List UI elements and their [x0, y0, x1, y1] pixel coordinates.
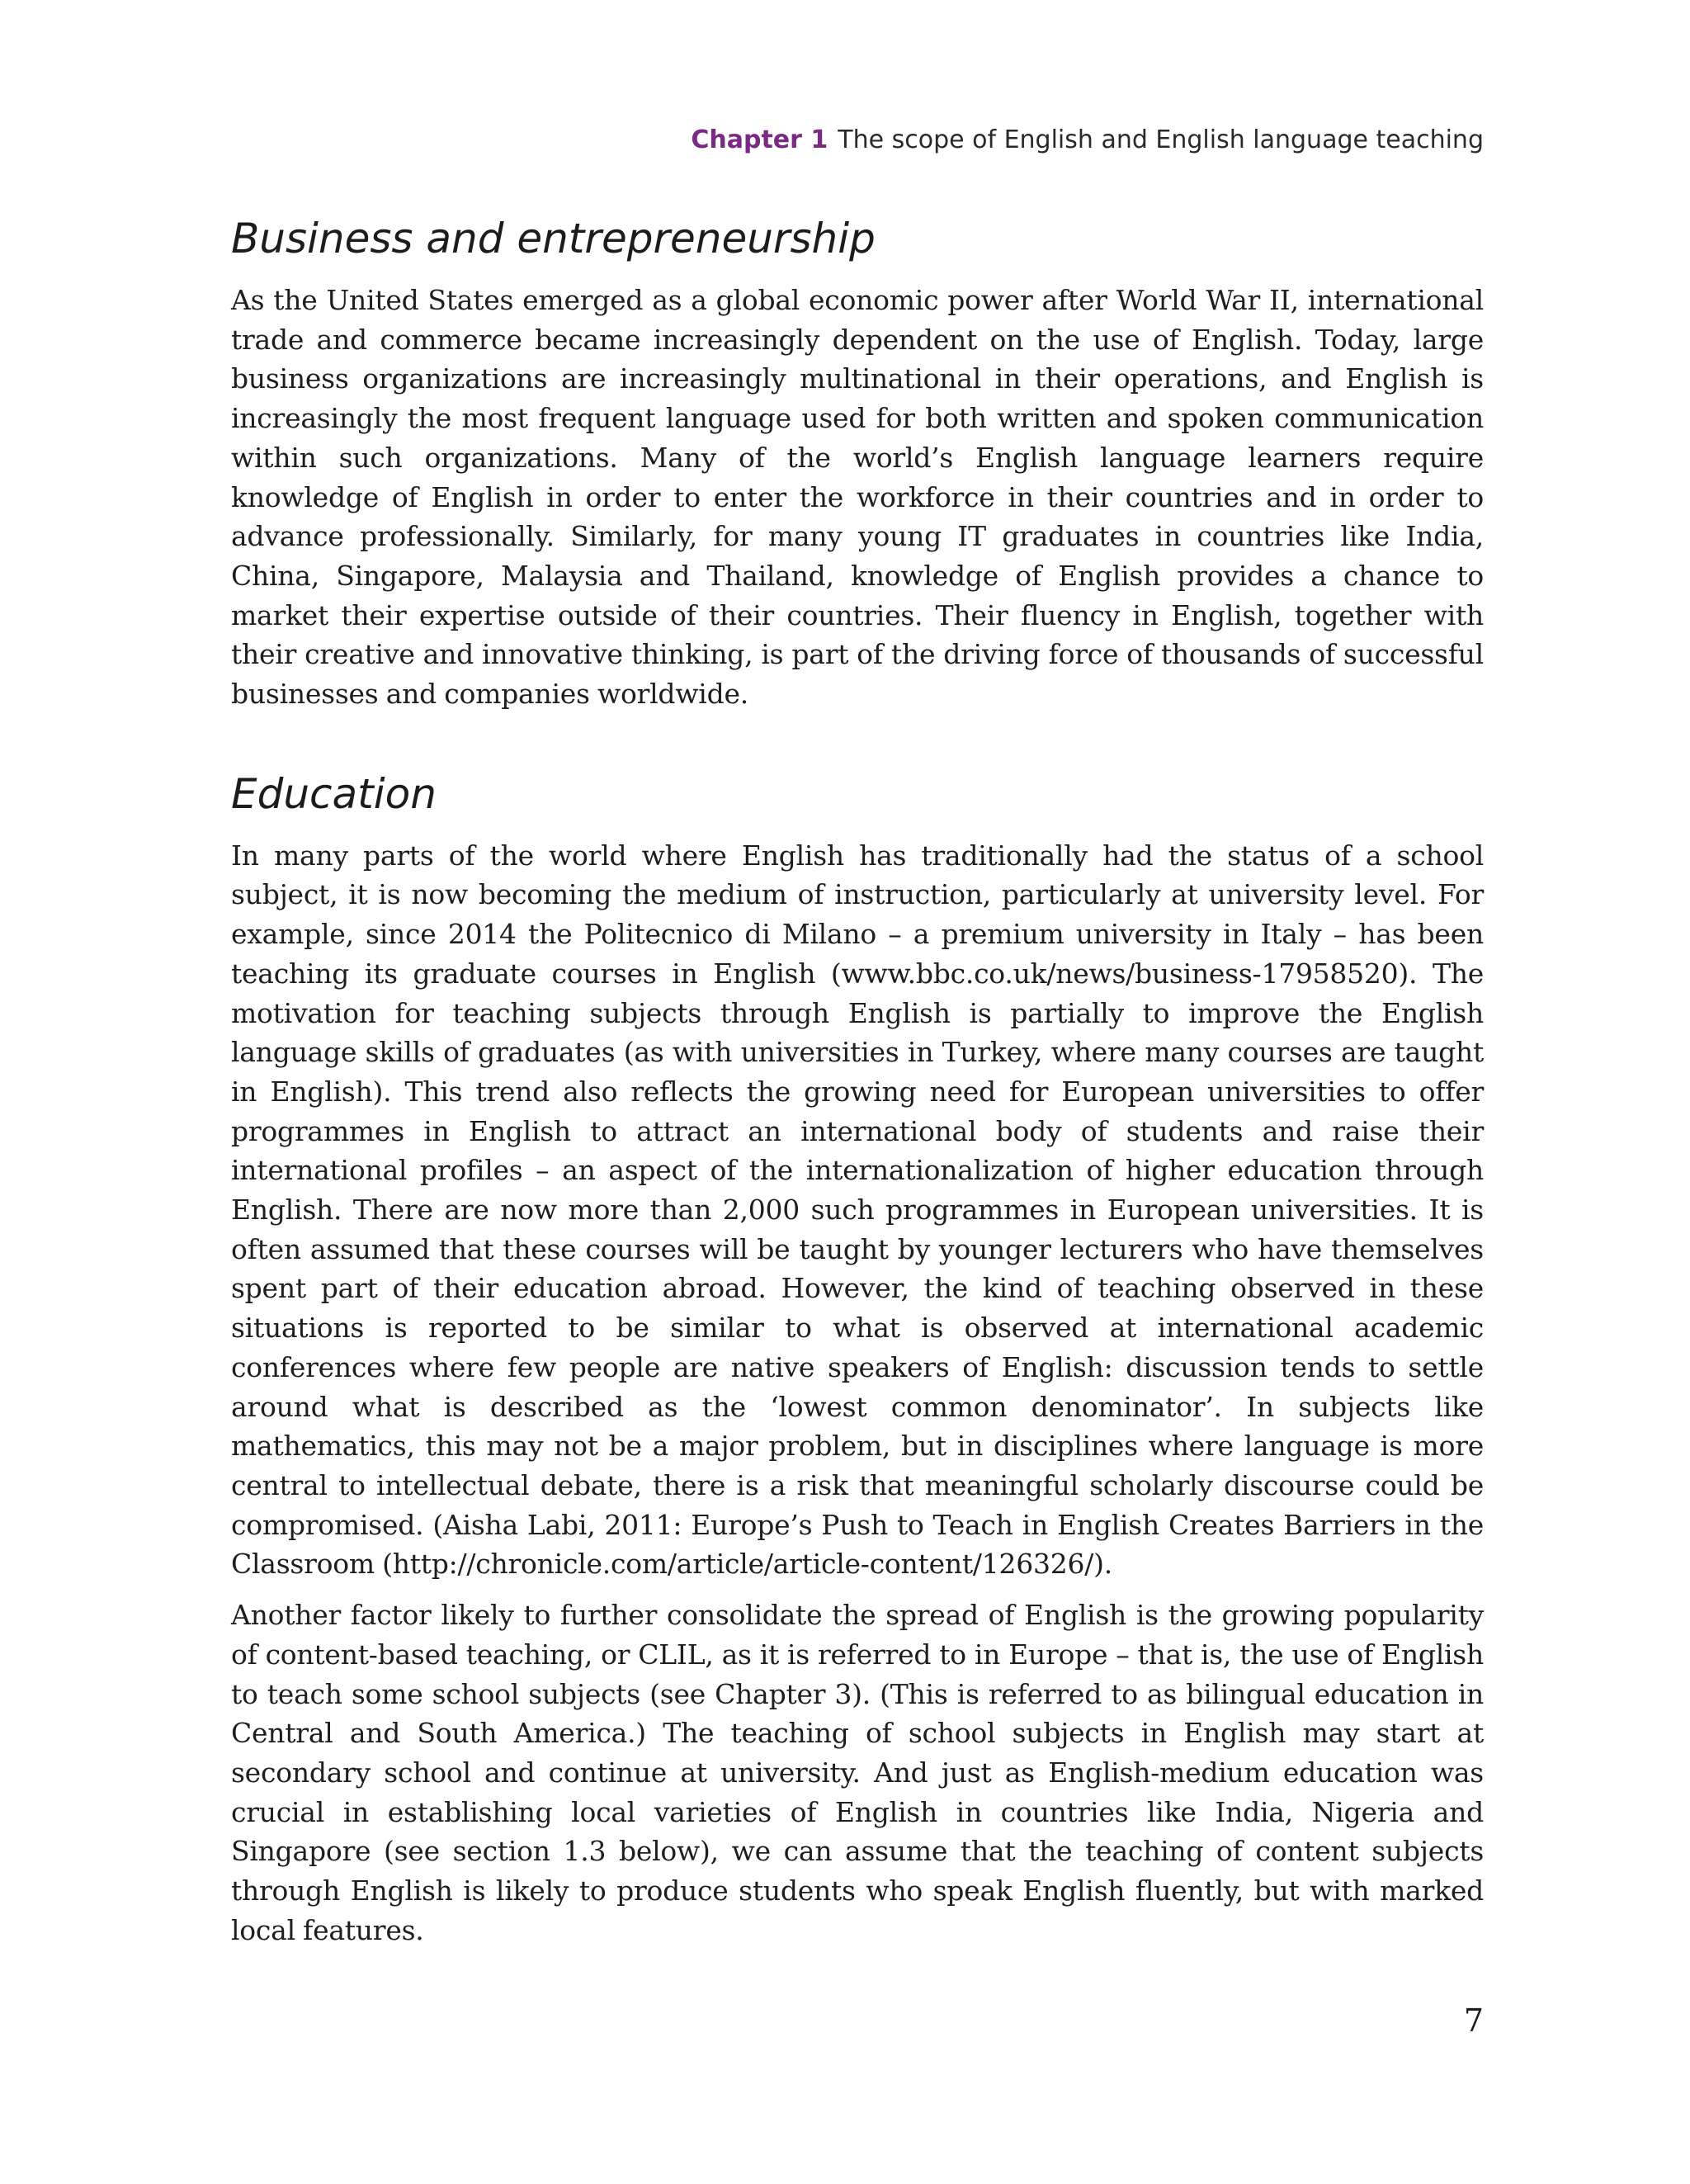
page-body: [231, 210, 1484, 1961]
paragraph-business: As the United States emerged as a global economic power after World War II, international trade and commerce became increasingly dependent on the use of English. Today, large business organizations are increasingly multinational in their operations, and English is increasingly the most frequent language used for both written and spoken communication within such organizations. Many of the world’s English language learners require knowledge of English in order to enter the workforce in their countries and in order to advance professionally. Similarly, for many young IT graduates in countries like India, China, Singapore, Malaysia and Thailand, knowledge of English provides a chance to market their expertise outside of their countries. Their fluency in English, together with their creative and innovative thinking, is part of the driving force of thousands of successful businesses and companies worldwide.: [231, 284, 1484, 711]
paragraph-education-1: In many parts of the world where English has traditionally had the status of a school subject, it is now becoming the medium of instruction, particularly at university level. For example, since 2014 the Politecnico di Milano – a premium university in Italy – has been teaching its graduate courses in English (www.bbc.co.uk/news/business-17958520). The motivation for teaching subjects through English is partially to improve the English language skills of graduates (as with universities in Turkey, where many courses are taught in English). This trend also reflects the growing need for European universities to offer programmes in English to attract an international body of students and raise their international profiles – an aspect of the internationalization of higher education through English. There are now more than 2,000 such programmes in European universities. It is often assumed that these courses will be taught by younger lecturers who have themselves spent part of their education abroad. However, the kind of teaching observed in these situations is reported to be similar to what is observed at international academic conferences where few people are native speakers of English: discussion tends to settle around what is described as the ‘lowest common denominator’. In subjects like mathematics, this may not be a major problem, but in disciplines where language is more central to intellectual debate, there is a risk that meaningful scholarly discourse could be compromised. (Aisha Labi, 2011: Europe’s Push to Teach in English Creates Barriers in the Classroom (http://chronicle.com/article/article-content/126326/).: [231, 839, 1484, 1581]
section-heading-education: Education: [231, 769, 437, 818]
page-number: 7: [1463, 2002, 1484, 2039]
running-head: [231, 125, 1484, 154]
paragraph-education-2: Another factor likely to further consolidate the spread of English is the growing popularity of content-based teaching, or CLIL, as it is referred to in Europe – that is, the use of English to teach some school subjects (see Chapter 3). (This is referred to as bilingual education in Central and South America.) The teaching of school subjects in English may start at secondary school and continue at university. And just as English-medium education was crucial in establishing local varieties of English in countries like India, Nigeria and Singapore (see section 1.3 below), we can assume that the teaching of content subjects through English is likely to produce students who speak English fluently, but with marked local features.: [231, 1599, 1484, 1946]
chapter-title: The scope of English and English language teaching: [838, 125, 1484, 154]
section-heading-business: Business and entrepreneurship: [231, 215, 876, 262]
chapter-label: Chapter 1: [691, 125, 828, 154]
